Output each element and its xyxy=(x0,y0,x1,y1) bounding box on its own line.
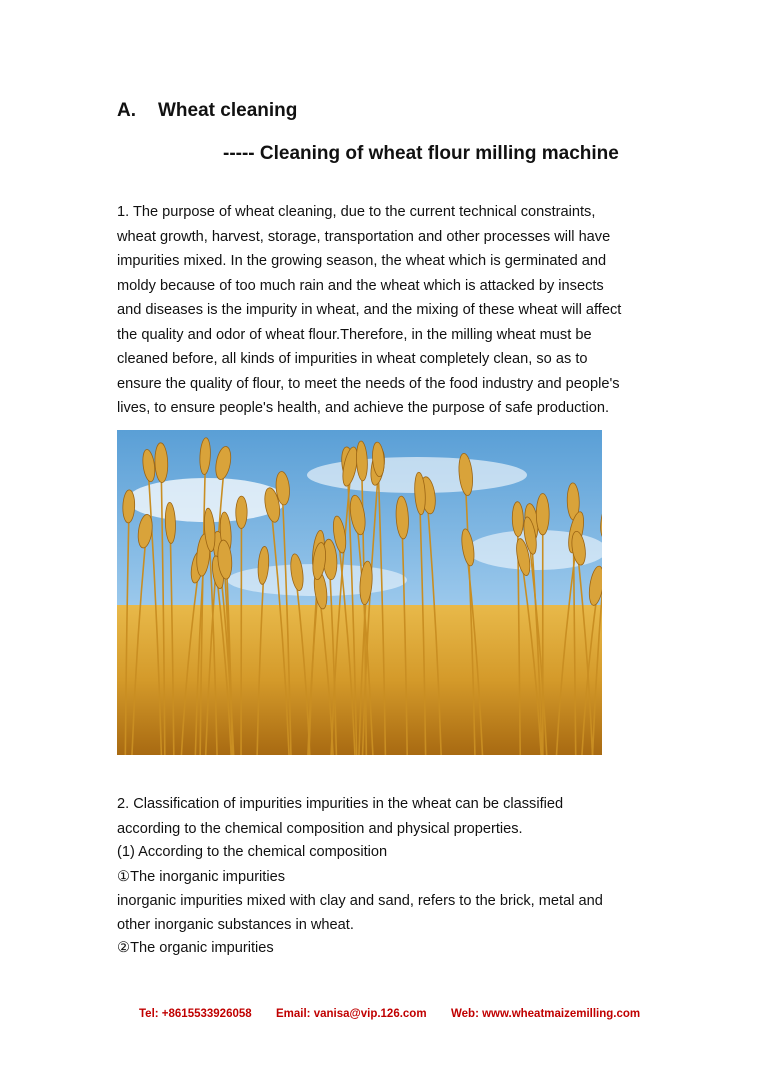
paragraph-line: impurities mixed. In the growing season, the wheat which is germinated and xyxy=(117,253,607,269)
paragraph-line: inorganic impurities mixed with clay and sand, refers to the brick, metal and xyxy=(117,892,603,909)
paragraph-classification xyxy=(117,792,657,961)
section-number: A. xyxy=(117,100,136,121)
wheat-field-photo xyxy=(117,430,602,755)
paragraph-line: ②The organic impurities xyxy=(117,940,274,956)
section-subtitle: ----- Cleaning of wheat flour milling machine xyxy=(223,143,619,164)
paragraph-line: the quality and odor of wheat flour.Therefore, in the milling wheat must be xyxy=(117,326,592,343)
section-heading xyxy=(117,100,297,122)
paragraph-line: 2. Classification of impurities impurities in the wheat can be classified xyxy=(117,796,564,812)
paragraph-line: 1. The purpose of wheat cleaning, due to the current technical constraints, xyxy=(117,204,596,220)
paragraph-line: ensure the quality of flour, to meet the needs of the food industry and people's xyxy=(117,375,620,392)
paragraph-line: other inorganic substances in wheat. xyxy=(117,916,354,933)
footer-email[interactable]: Email: vanisa@vip.126.com xyxy=(276,1008,427,1020)
paragraph-line: and diseases is the impurity in wheat, and the mixing of these wheat will affect xyxy=(117,302,622,318)
footer-tel: Tel: +8615533926058 xyxy=(139,1008,252,1020)
paragraph-line: ①The inorganic impurities xyxy=(117,868,286,885)
paragraph-line: moldy because of too much rain and the wheat which is attacked by insects xyxy=(117,277,604,294)
footer-web[interactable]: Web: www.wheatmaizemilling.com xyxy=(451,1008,641,1020)
wheat-ear xyxy=(236,496,247,528)
paragraph-line: (1) According to the chemical composition xyxy=(117,844,388,860)
paragraph-line: wheat growth, harvest, storage, transportation and other processes will have xyxy=(117,228,611,245)
paragraph-line: according to the chemical composition and physical properties. xyxy=(117,821,523,837)
wheat-field-illustration xyxy=(117,430,602,755)
section-title: Wheat cleaning xyxy=(158,100,298,121)
wheat-ear xyxy=(536,493,549,534)
paragraph-line: cleaned before, all kinds of impurities in wheat completely clean, so as to xyxy=(117,351,588,367)
paragraph-purpose xyxy=(117,200,657,421)
paragraph-line: lives, to ensure people's health, and achieve the purpose of safe production. xyxy=(117,400,610,416)
